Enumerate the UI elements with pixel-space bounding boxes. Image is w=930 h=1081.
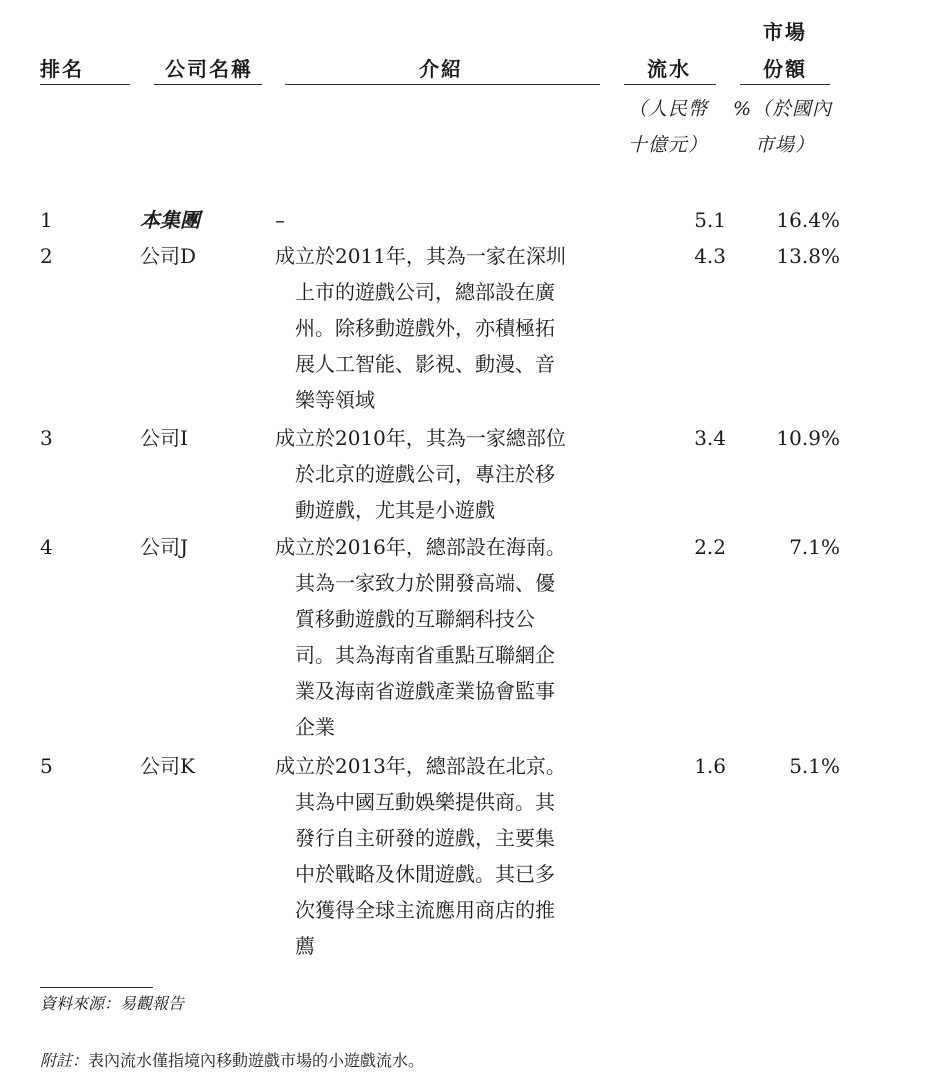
- row3-flow: 3.4: [694, 426, 726, 450]
- row2-rank: 2: [40, 244, 53, 268]
- row5-intro-line: 發行自主研發的遊戲，主要集: [295, 826, 555, 850]
- row4-intro-line: 業及海南省遊戲產業協會監事: [295, 679, 555, 703]
- row3-intro-line: 成立於2010年，其為一家總部位: [275, 426, 566, 450]
- row4-intro-line: 司。其為海南省重點互聯網企: [295, 643, 555, 667]
- row1-flow: 5.1: [694, 208, 726, 232]
- row5-intro: [275, 748, 605, 964]
- footnote-divider: [40, 987, 153, 988]
- row3-company: 公司I: [140, 426, 188, 450]
- share-unit-line1: %（於國內: [733, 98, 833, 120]
- row2-intro-line: 展人工智能、影視、動漫、音: [295, 352, 555, 376]
- row2-share: 13.8%: [776, 244, 840, 268]
- row2-intro-line: 樂等領域: [295, 388, 375, 412]
- row5-share: 5.1%: [789, 754, 840, 778]
- row4-intro-line: 企業: [295, 715, 335, 739]
- row4-intro: [275, 529, 605, 745]
- row3-intro: [275, 420, 605, 528]
- header-rule-intro: [285, 84, 600, 85]
- row3-share: 10.9%: [776, 426, 840, 450]
- row4-intro-line: 質移動遊戲的互聯網科技公: [295, 607, 535, 631]
- row4-intro-line: 其為一家致力於開發高端、優: [295, 571, 555, 595]
- row1-intro: [275, 202, 605, 238]
- row1-share: 16.4%: [776, 208, 840, 232]
- row2-flow: 4.3: [694, 244, 726, 268]
- row4-rank: 4: [40, 535, 53, 559]
- source-note: 資料來源：易觀報告: [40, 994, 185, 1013]
- header-intro: 介紹: [419, 57, 463, 81]
- header-flow: 流水: [647, 57, 691, 81]
- header-rule-flow: [624, 84, 716, 85]
- row3-rank: 3: [40, 426, 53, 450]
- row2-intro: [275, 238, 605, 418]
- remark-text: 表內流水僅指境內移動遊戲市場的小遊戲流水。: [88, 1051, 425, 1070]
- share-unit-line2: 市場）: [755, 134, 816, 156]
- row5-intro-line: 其為中國互動娛樂提供商。其: [295, 790, 555, 814]
- row1-rank: 1: [40, 208, 53, 232]
- row5-flow: 1.6: [694, 754, 726, 778]
- header-rule-rank: [40, 84, 130, 85]
- remark-note: [40, 1050, 424, 1072]
- row3-intro-line: 動遊戲，尤其是小遊戲: [295, 498, 495, 522]
- header-rule-company: [154, 84, 262, 85]
- row1-intro-line: –: [275, 208, 285, 232]
- row4-intro-line: 成立於2016年，總部設在海南。: [275, 535, 566, 559]
- row2-intro-line: 上市的遊戲公司，總部設在廣: [295, 280, 555, 304]
- row1-company: 本集團: [140, 208, 200, 232]
- header-share-line1: 市場: [763, 20, 807, 44]
- row2-intro-line: 州。除移動遊戲外，亦積極拓: [295, 316, 555, 340]
- row4-share: 7.1%: [789, 535, 840, 559]
- row2-company: 公司D: [140, 244, 197, 268]
- row3-intro-line: 於北京的遊戲公司，專注於移: [295, 462, 555, 486]
- row5-intro-line: 薦: [295, 934, 315, 958]
- header-rank: 排名: [40, 57, 84, 81]
- row4-company: 公司J: [140, 535, 189, 559]
- flow-unit-line1: （人民幣: [628, 98, 709, 120]
- header-company: 公司名稱: [165, 57, 253, 81]
- row5-company: 公司K: [140, 754, 195, 778]
- row4-flow: 2.2: [694, 535, 726, 559]
- row5-intro-line: 次獲得全球主流應用商店的推: [295, 898, 555, 922]
- row5-rank: 5: [40, 754, 53, 778]
- header-share-line2: 份額: [763, 57, 807, 81]
- row5-intro-line: 成立於2013年，總部設在北京。: [275, 754, 566, 778]
- flow-unit-line2: 十億元）: [628, 134, 709, 156]
- row5-intro-line: 中於戰略及休閒遊戲。其已多: [295, 862, 555, 886]
- header-rule-share: [740, 84, 830, 85]
- row2-intro-line: 成立於2011年，其為一家在深圳: [275, 244, 566, 268]
- remark-label: 附註：: [40, 1051, 89, 1070]
